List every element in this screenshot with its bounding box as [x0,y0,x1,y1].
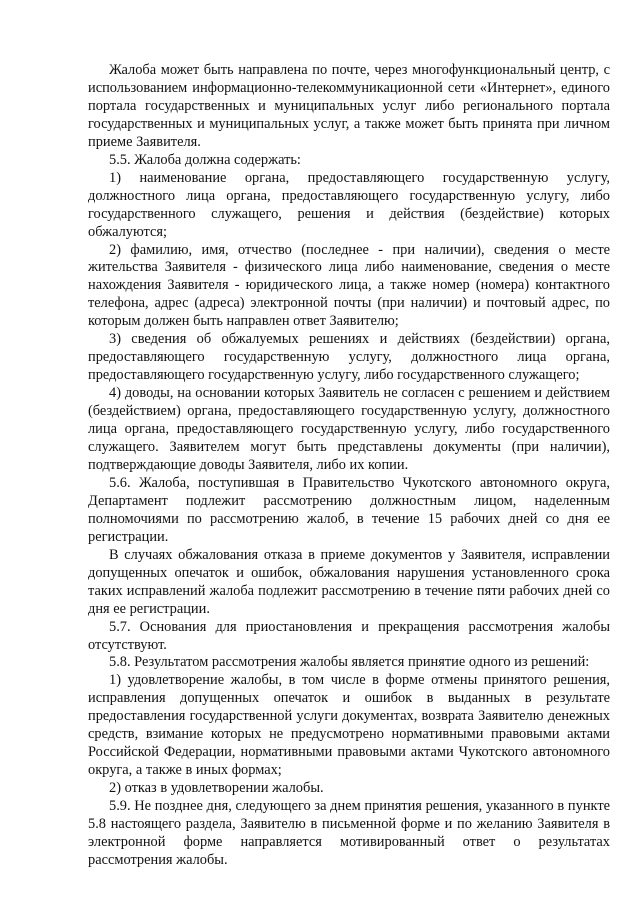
paragraph-5-5-heading: 5.5. Жалоба должна содержать: [109,151,301,168]
paragraph-5-5-item-3: 3) сведения об обжалуемых решениях и действиях (бездействии) органа, предоставляющего государственную услугу, должностного лица органа, предоставляющего государственную услугу, либо государственного служащего; [88,331,610,384]
paragraph-5-8-heading: 5.8. Результатом рассмотрения жалобы является принятие одного из решений: [109,654,590,671]
paragraph-5-6: 5.6. Жалоба, поступившая в Правительство Чукотского автономного округа, Департамент подлежит рассмотрению должностным лицом, наделенным полномочиями по рассмотрению жалоб, в течение 15 рабочих дней со дня ее регистрации. [88,474,610,545]
paragraph-5-6-refusal-cases: В случаях обжалования отказа в приеме документов у Заявителя, исправлении допущенных опечаток и ошибок, обжалования нарушения установленного срока таких исправлений жалоба подлежит рассмотрению в течение пяти рабочих дней со дня ее регистрации. [88,546,610,617]
paragraph-5-5-item-1: 1) наименование органа, предоставляющего государственную услугу, должностного лица органа, предоставляющего государственную услугу, либо государственного служащего, решения и действия (бездействие) которых обжалуются; [88,169,610,240]
paragraph-5-7: 5.7. Основания для приостановления и прекращения рассмотрения жалобы отсутствуют. [88,618,610,653]
paragraph-5-8-item-1: 1) удовлетворение жалобы, в том числе в форме отмены принятого решения, исправления допущенных опечаток и ошибок в выданных в результате предоставления государственной услуги документах, возврата Заявителю денежных средств, взимание которых не предусмотрено нормативными правовыми актами Российской Федерации, нормативными правовыми актами Чукотского автономного округа, а также в иных формах; [88,672,610,779]
paragraph-5-9: 5.9. Не позднее дня, следующего за днем принятия решения, указанного в пункте 5.8 настоящего раздела, Заявителю в письменной форме и по желанию Заявителя в электронной форме направляется мотивированный ответ о результатах рассмотрения жалобы. [88,798,610,868]
paragraph-5-5-item-2: 2) фамилию, имя, отчество (последнее - при наличии), сведения о месте жительства Заявителя - физического лица либо наименование, сведения о месте нахождения Заявителя - юридического лица, а также номер (номера) контактного телефона, адрес (адреса) электронной почты (при наличии) и почтовый адрес, по которым должен быть направлен ответ Заявителю; [88,241,610,330]
paragraph-complaint-channels: Жалоба может быть направлена по почте, через многофункциональный центр, с использованием информационно-телекоммуникационной сети «Интернет», единого портала государственных и муниципальных услуг либо регионального портала государственных и муниципальных услуг, а также может быть принята при личном приеме Заявителя. [88,62,610,150]
paragraph-5-5-item-4: 4) доводы, на основании которых Заявитель не согласен с решением и действием (бездействием) органа, предоставляющего государственную услугу, должностного лица органа, предоставляющего государственную услугу, либо государственного служащего. Заявителем могут быть представлены документы (при наличии), подтверждающие доводы Заявителя, либо их копии. [88,385,610,473]
document-page [88,62,610,870]
paragraph-5-8-item-2: 2) отказ в удовлетворении жалобы. [109,780,324,797]
